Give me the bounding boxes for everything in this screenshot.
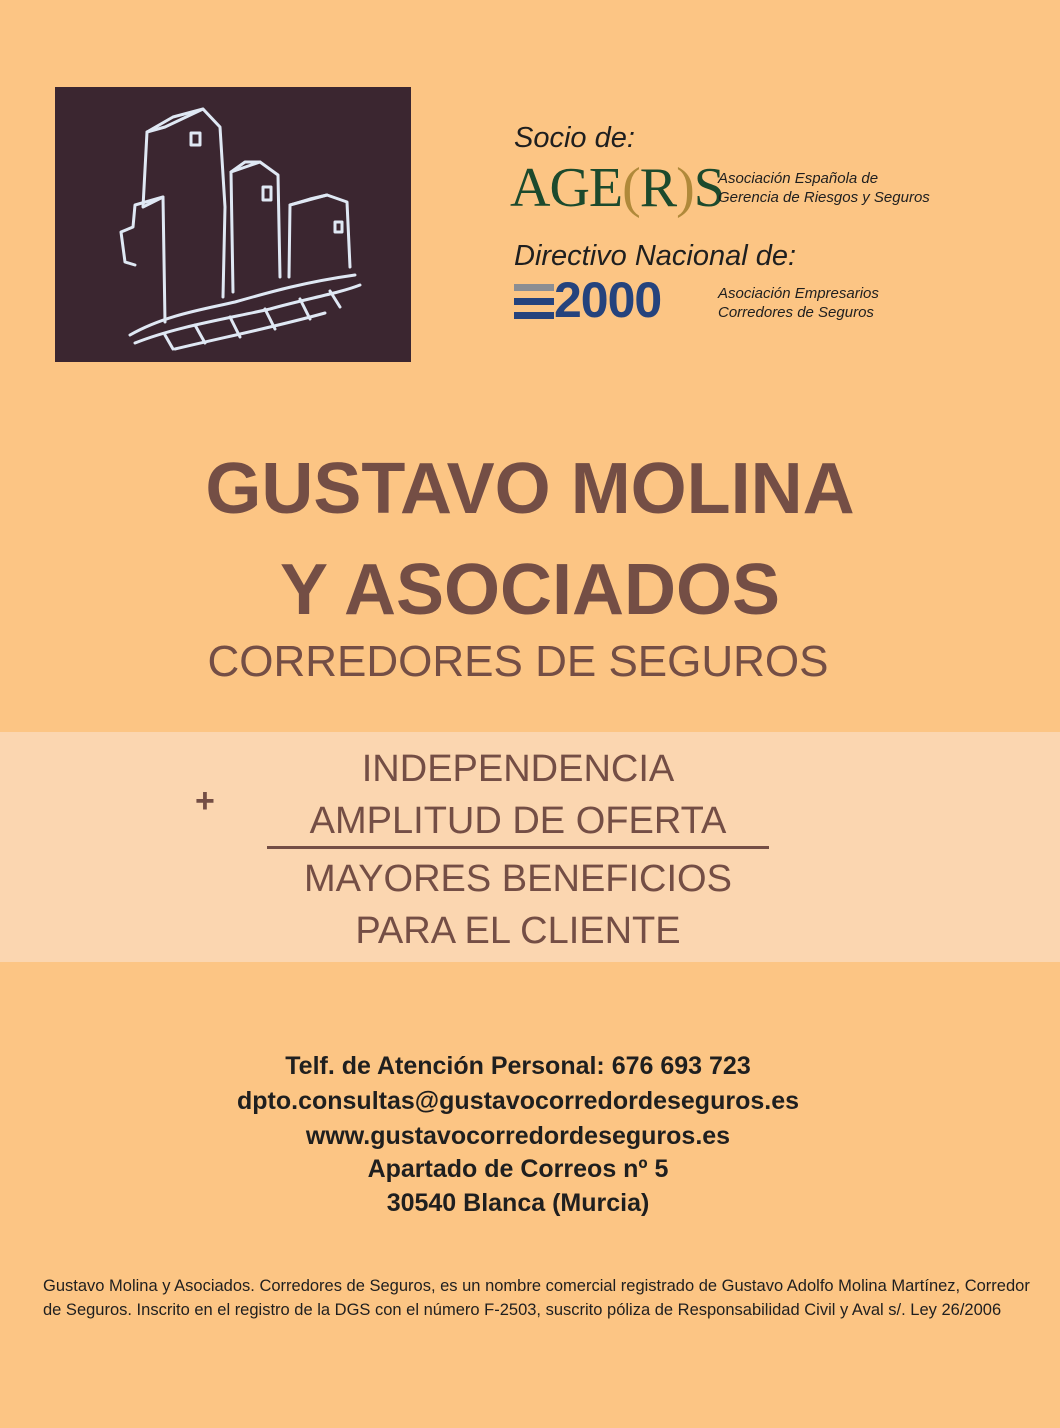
contact-website[interactable]: www.gustavocorredordeseguros.es bbox=[305, 1122, 731, 1150]
agers-logo-paren-close: ) bbox=[676, 157, 694, 219]
brand-name-line1: GUSTAVO MOLINA bbox=[205, 449, 855, 529]
agers-desc-line1: Asociación Española de bbox=[718, 170, 879, 187]
formula-item-offer: AMPLITUD DE OFERTA bbox=[309, 800, 727, 842]
contact-phone: Telf. de Atención Personal: 676 693 723 bbox=[285, 1052, 751, 1080]
agers-logo-text-2: R bbox=[639, 157, 677, 219]
e2000-desc-line2: Corredores de Seguros bbox=[718, 304, 874, 321]
contact-city: 30540 Blanca (Murcia) bbox=[386, 1189, 650, 1217]
agers-logo-paren-open: ( bbox=[622, 157, 640, 219]
e2000-description bbox=[718, 284, 879, 322]
socio-label: Socio de: bbox=[514, 122, 635, 154]
legal-notice: Gustavo Molina y Asociados. Corredores de Seguros, es un nombre comercial registrado de Gustavo Adolfo Molina Martínez, Corredor de Seguros. Inscrito en el registro de la DGS con el número F-2503, suscrito póliza de Responsabilidad Civil y Aval s/. Ley 26/2006 bbox=[43, 1277, 1030, 1319]
formula-item-independence: INDEPENDENCIA bbox=[361, 748, 675, 790]
directivo-label: Directivo Nacional de: bbox=[514, 240, 797, 272]
brand-subtitle: CORREDORES DE SEGUROS bbox=[207, 637, 829, 686]
agers-description bbox=[718, 169, 930, 207]
castle-sketch-icon bbox=[55, 87, 411, 362]
contact-email[interactable]: dpto.consultas@gustavocorredordeseguros.es bbox=[237, 1087, 799, 1115]
formula-result-line1: MAYORES BENEFICIOS bbox=[304, 858, 732, 900]
plus-sign: + bbox=[195, 782, 215, 820]
contact-po-box: Apartado de Correos nº 5 bbox=[367, 1155, 669, 1183]
agers-logo-text-3: S bbox=[693, 157, 724, 219]
formula-divider bbox=[267, 846, 769, 849]
e2000-desc-line1: Asociación Empresarios bbox=[718, 285, 879, 302]
agers-logo-text-1: AGE bbox=[510, 157, 623, 219]
brand-name-line2: Y ASOCIADOS bbox=[279, 550, 781, 630]
formula-result-line2: PARA EL CLIENTE bbox=[355, 910, 681, 952]
agers-desc-line2: Gerencia de Riesgos y Seguros bbox=[718, 189, 930, 206]
agers-logo bbox=[510, 157, 724, 219]
company-logo bbox=[55, 87, 411, 362]
value-proposition-band bbox=[0, 732, 1060, 962]
e2000-bars-icon bbox=[514, 284, 556, 322]
e2000-number: 2000 bbox=[554, 272, 662, 328]
